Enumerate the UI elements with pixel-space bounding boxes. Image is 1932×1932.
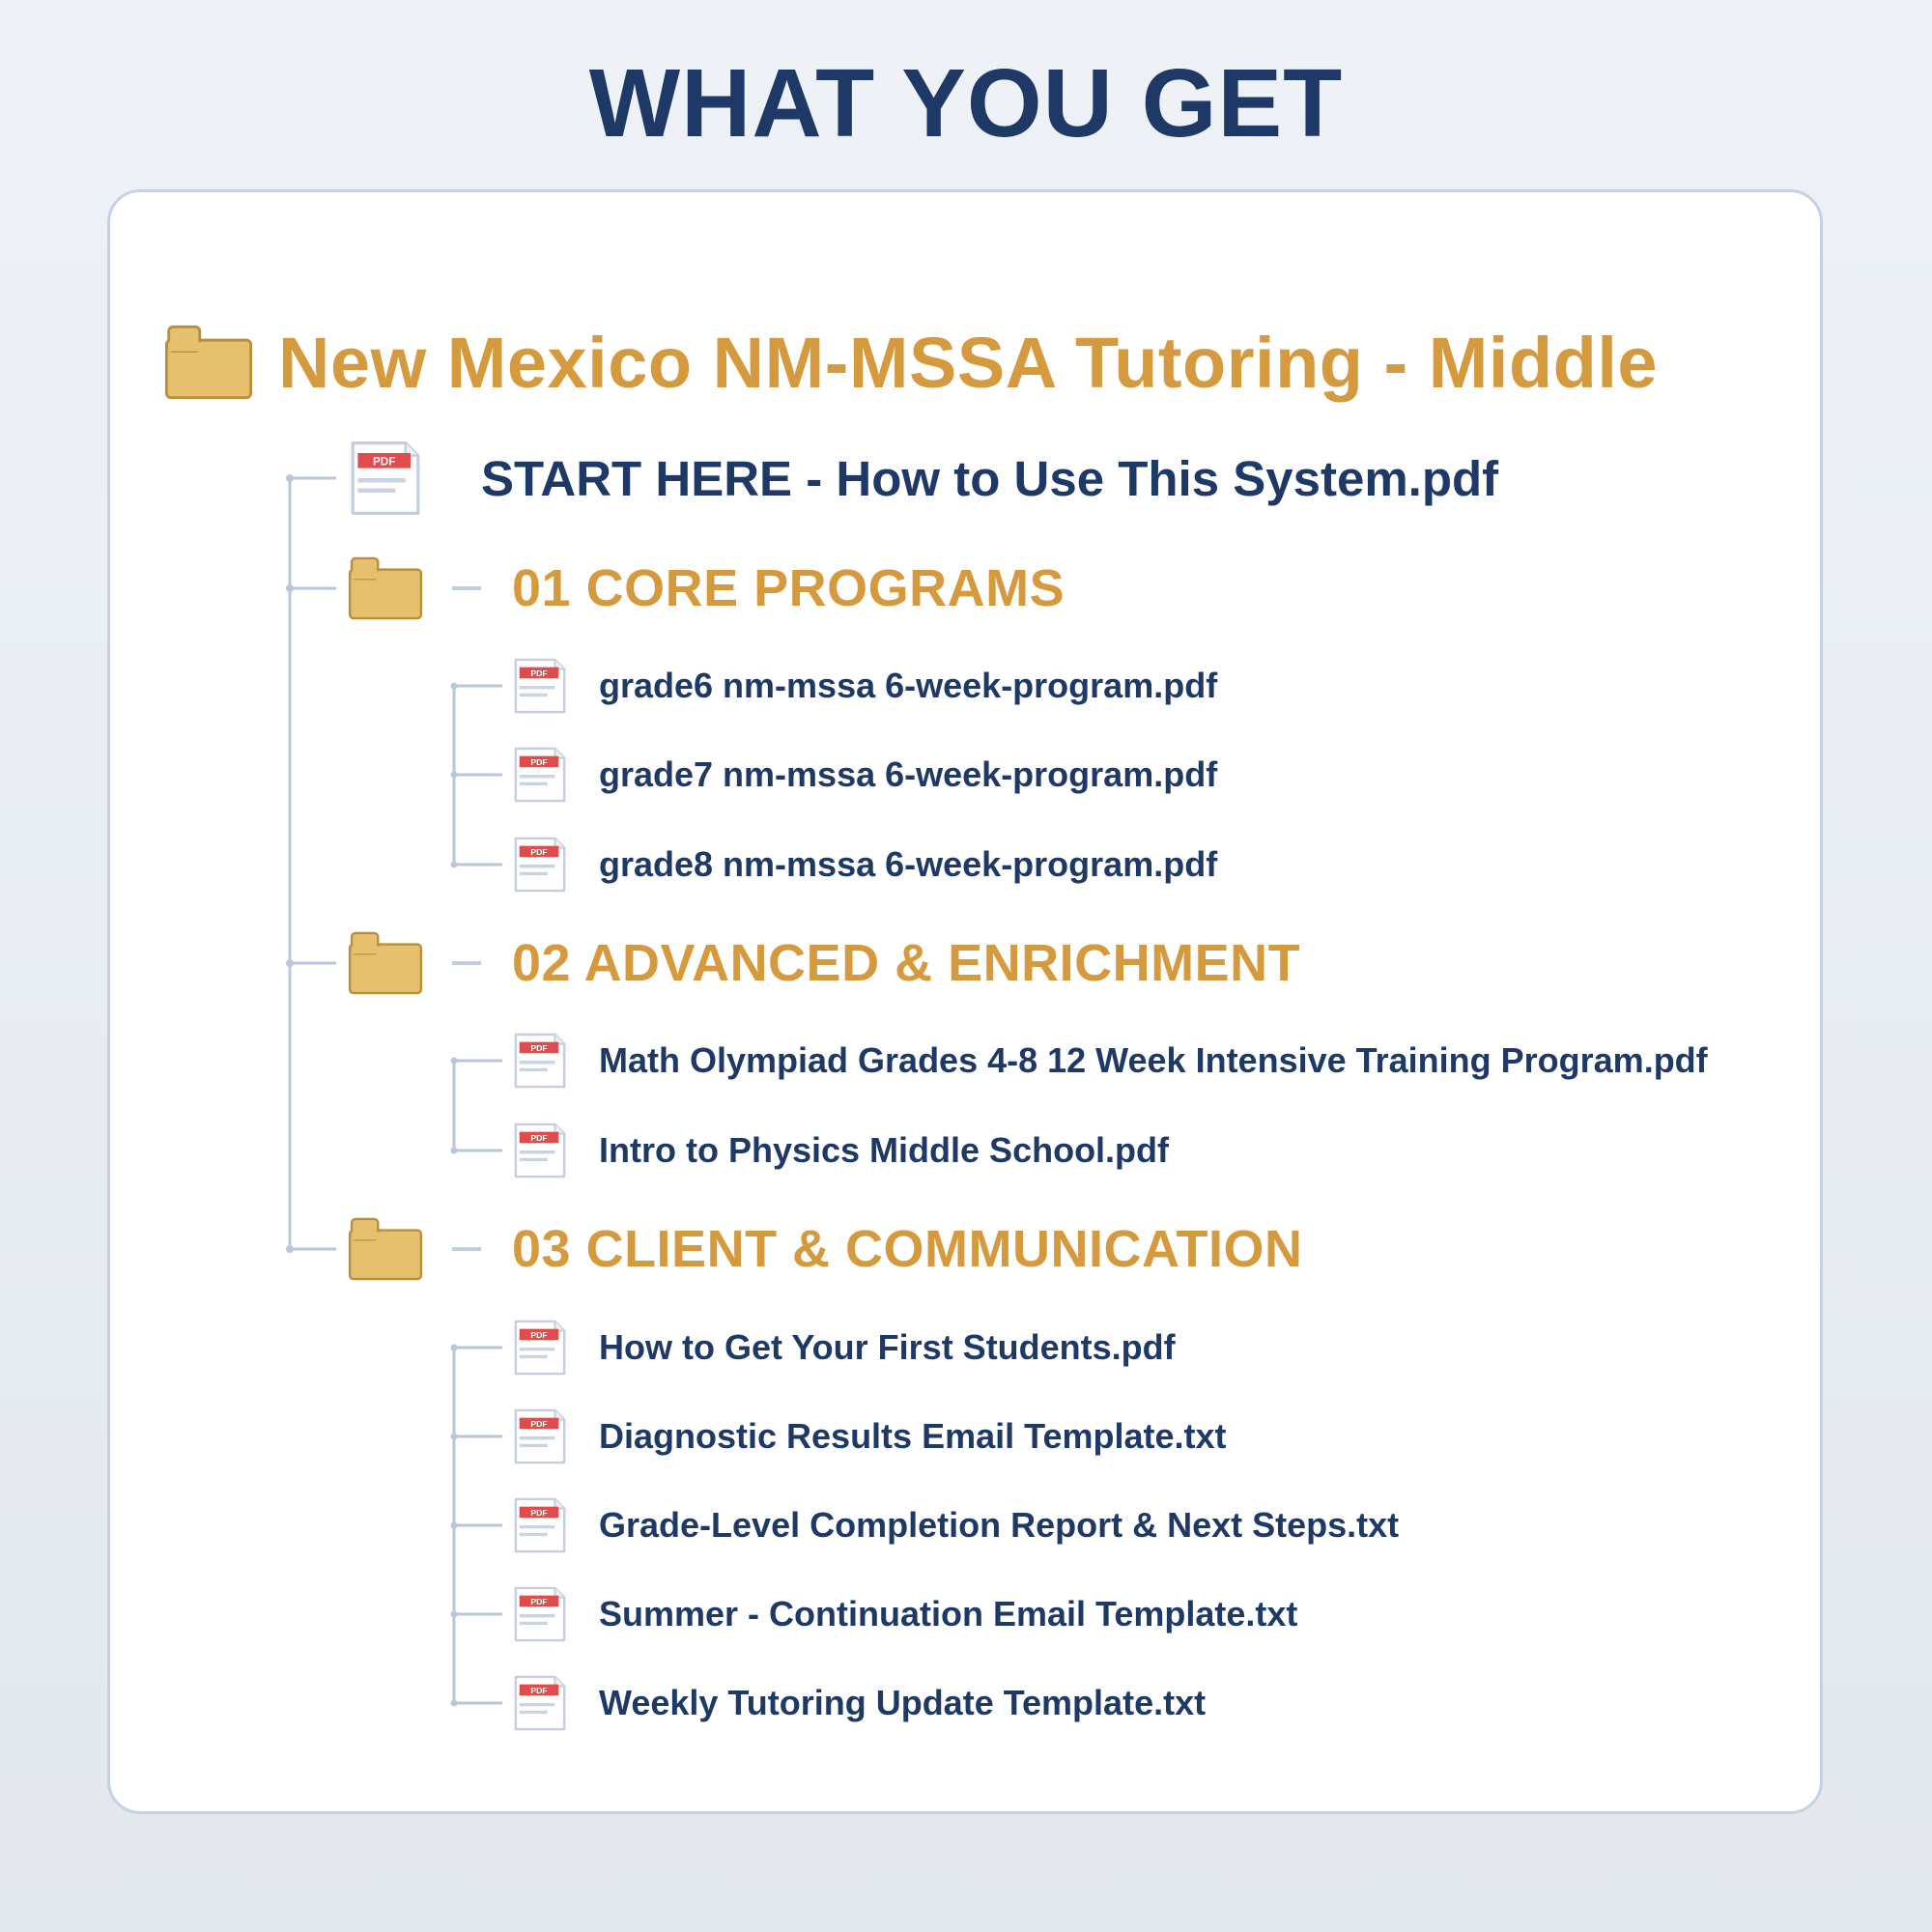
tree-dash [452,586,481,590]
folder-label: 01 CORE PROGRAMS [512,559,1065,617]
page-title: WHAT YOU GET [588,49,1344,157]
file-row[interactable] [512,1674,1206,1732]
file-label: grade8 nm-mssa 6-week-program.pdf [599,844,1218,884]
folder-row-advanced-enrichment[interactable] [348,924,1300,1002]
tree-dash [452,1247,481,1251]
file-row[interactable] [512,746,1217,804]
file-row[interactable] [512,1585,1297,1643]
pdf-file-icon [512,1497,568,1553]
folder-icon [348,556,423,620]
folder-row-core-programs[interactable] [348,550,1065,627]
tree-dash [452,961,481,965]
folder-label: 03 CLIENT & COMMUNICATION [512,1220,1303,1278]
file-label: Summer - Continuation Email Template.txt [599,1594,1298,1634]
start-here-file-row[interactable] [348,440,1498,517]
file-label: grade7 nm-mssa 6-week-program.pdf [599,754,1218,794]
pdf-file-icon [512,747,568,803]
file-label: Intro to Physics Middle School.pdf [599,1130,1170,1170]
folder-icon [348,1217,423,1281]
pdf-file-icon [348,440,423,516]
pdf-file-icon [512,1122,568,1179]
file-label: Grade-Level Completion Report & Next Steps.txt [599,1505,1400,1545]
pdf-file-icon [512,837,568,893]
file-label: How to Get Your First Students.pdf [599,1327,1176,1367]
pdf-file-icon [512,1675,568,1731]
file-label: Math Olympiad Grades 4-8 12 Week Intensive Training Program.pdf [599,1040,1708,1080]
pdf-file-icon [512,1408,568,1464]
start-here-file-label: START HERE - How to Use This System.pdf [481,450,1499,506]
pdf-file-icon [512,658,568,714]
file-row[interactable] [512,1319,1176,1377]
root-folder-row[interactable] [164,321,1658,404]
file-row[interactable] [512,657,1217,715]
file-row[interactable] [512,1122,1169,1179]
file-row[interactable] [512,1496,1399,1554]
file-label: Weekly Tutoring Update Template.txt [599,1683,1207,1722]
file-label: Diagnostic Results Email Template.txt [599,1416,1227,1456]
folder-row-client-communication[interactable] [348,1210,1303,1288]
file-row[interactable] [512,1407,1227,1465]
pdf-file-icon [512,1033,568,1089]
file-row[interactable] [512,1032,1708,1090]
folder-label: 02 ADVANCED & ENRICHMENT [512,934,1301,992]
file-row[interactable] [512,836,1217,894]
file-label: grade6 nm-mssa 6-week-program.pdf [599,666,1218,705]
folder-icon [348,931,423,995]
folder-icon [164,325,253,400]
root-folder-label: New Mexico NM-MSSA Tutoring - Middle [278,322,1659,403]
pdf-file-icon [512,1586,568,1642]
pdf-file-icon [512,1320,568,1376]
